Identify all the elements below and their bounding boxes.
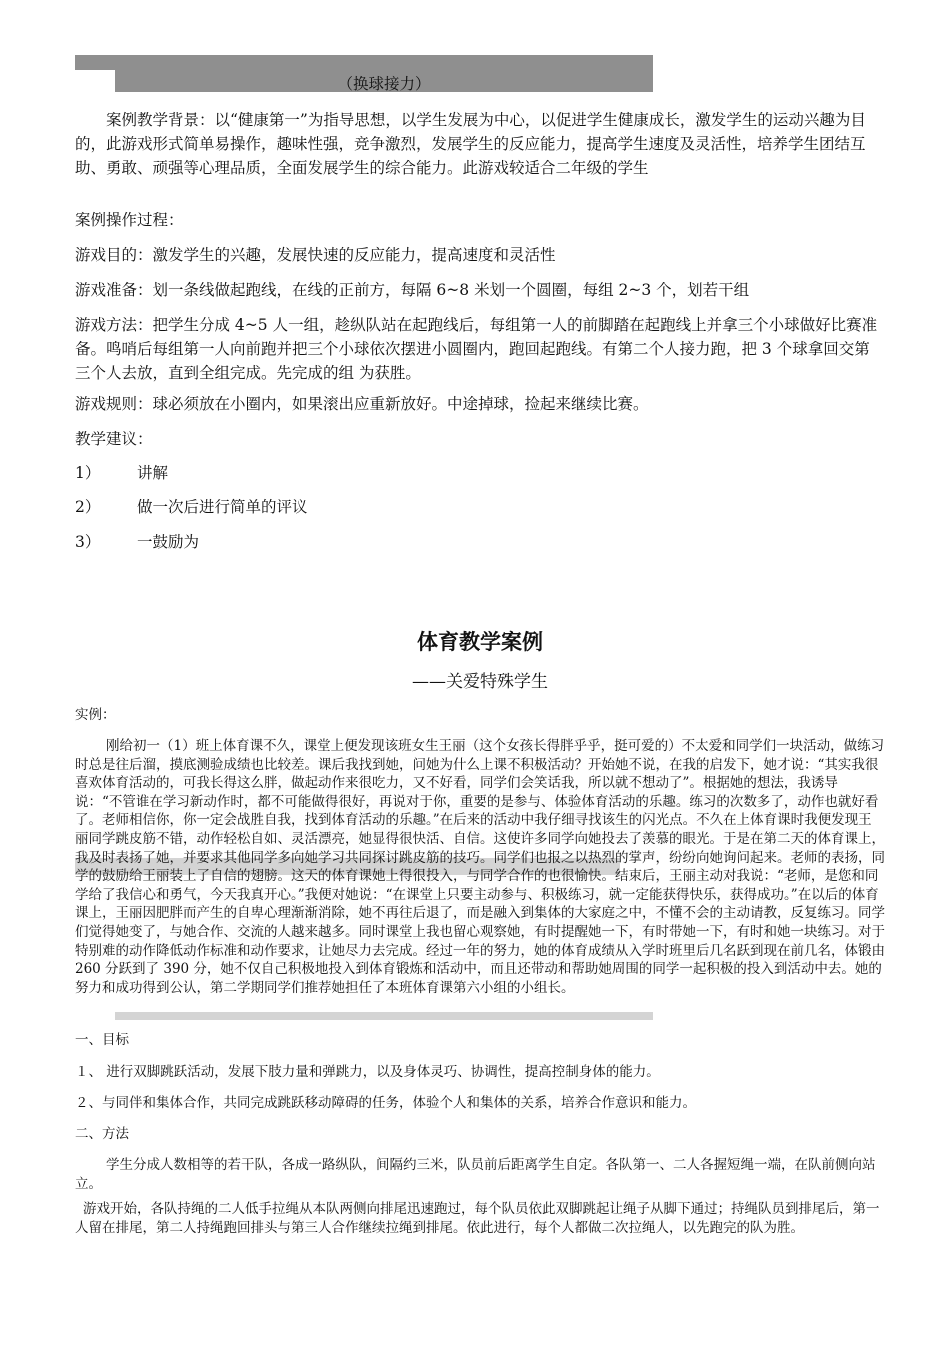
game-prep: 游戏准备：划一条线做起跑线，在线的正前方，每隔 6~8 米划一个圆圈，每组 2~3 个，划若干组 — [75, 281, 750, 299]
game-rules: 游戏规则：球必须放在小圈内，如果滚出应重新放好。中途掉球，捡起来继续比赛。 — [75, 395, 649, 413]
game-goal: 游戏目的：激发学生的兴趣，发展快速的反应能力，提高速度和灵活性 — [75, 246, 556, 264]
goals-heading: 一、目标 — [75, 1032, 129, 1048]
advice-item — [75, 461, 885, 485]
advice-number: 2） — [75, 498, 101, 516]
advice-item — [75, 530, 885, 554]
section2-subtitle: ——关爱特殊学生 — [412, 672, 548, 692]
background-paragraph: 案例教学背景：以“健康第一”为指导思想，以学生发展为中心，以促进学生健康成长，激发学生的运动兴趣为目的，此游戏形式简单易操作，趣味性强，竞争激烈，发展学生的反应能力，提高学生速度及灵活性，培养学生团结互助、勇敢、顽强等心理品质，全面发展学生的综合能力。此游戏较适合二年级的学生 — [75, 111, 866, 177]
method-paragraph-1: 学生分成人数相等的若干队，各成一路纵队，间隔约三米，队员前后距离学生自定。各队第一、二人各握短绳一端，在队前侧向站立。 — [75, 1157, 876, 1192]
advice-number: 3） — [75, 533, 101, 551]
game-method: 游戏方法：把学生分成 4~5 人一组，趁纵队站在起跑线后，每组第一人的前脚踏在起跑线上并拿三个小球做好比赛准备。鸣哨后每组第一人向前跑并把三个小球依次摆进小圆圈内，跑回起跑线。有第二个人接力跑，把 3 个球拿回交第三个人去放，直到全组完成。先完成的组 为获胜。 — [75, 316, 878, 382]
method-heading: 二、方法 — [75, 1126, 129, 1142]
example-label: 实例： — [75, 707, 116, 723]
advice-text: 一鼓励为 — [137, 533, 200, 551]
story-paragraph: 刚给初一（1）班上体育课不久，课堂上便发现该班女生王丽（这个女孩长得胖乎乎，挺可爱的）不太爱和同学们一块活动，做练习时总是往后溜，摸底测验成绩也比较差。课后我找到她，问她为什么上课不积极活动？开始她不说，在我的启发下，她才说：“其实我很喜欢体育活动的，可我长得这么胖，做起动作来很吃力，又不好看，同学们会笑话我，所以就不想动了”。根据她的想法，我诱导说：“不管谁在学习新动作时，都不可能做得很好，再说对于你，重要的是参与、体验体育活动的乐趣。练习的次数多了，动作也就好看了。老师相信你，你一定会战胜自我，找到体育活动的乐趣。”在后来的活动中我仔细寻找该生的闪光点。不久在上体育课时我便发现王丽同学跳皮筋不错，动作轻松自如、灵活漂亮，她显得很快活、自信。这使许多同学向她投去了羡慕的眼光。于是在第二天的体育课上，我及时表扬了她，并要求其他同学多向她学习共同探讨跳皮筋的技巧。同学们也报之以热烈的掌声，纷纷向她询问起来。老师的表扬，同学的鼓励给王丽装上了自信的翅膀。这天的体育课她上得很投入，与同学合作的也很愉快。结束后，王丽主动对我说：“老师，是您和同学给了我信心和勇气，今天我真开心。”我便对她说：“在课堂上只要主动参与、积极练习，就一定能获得快乐，获得成功。”在以后的体育课上，王丽因肥胖而产生的自卑心理渐渐消除，她不再往后退了，而是融入到集体的大家庭之中，不懂不会的主动请教，反复练习。同学们觉得她变了，与她合作、交流的人越来越多。同时课堂上我也留心观察她，有时提醒她一下，有时带她一下，有时和她一块练习。对于特别难的动作降低动作标准和动作要求，让她尽力去完成。经过一年的努力，她的体育成绩从入学时班里后几名跃到现在前几名，体锻由 260 分跃到了 390 分，她不仅自己积极地投入到体育锻炼和活动中，而且还带动和帮助她周围的同学一起积极的投入到活动中去。她的努力和成功得到公认，第二学期同学们推荐她担任了本班体育课第六小组的小组长。 — [75, 738, 885, 996]
goal-item-2: ２、与同伴和集体合作，共同完成跳跃移动障碍的任务，体验个人和集体的关系，培养合作意识和能力。 — [75, 1095, 696, 1111]
advice-text: 讲解 — [137, 464, 169, 482]
section2-title: 体育教学案例 — [417, 630, 543, 654]
advice-number: 1） — [75, 464, 101, 482]
header-bar-top — [75, 55, 653, 70]
method-paragraph-2: 游戏开始，各队持绳的二人低手拉绳从本队两侧向排尾迅速跑过，每个队员依此双脚跳起让绳子从脚下通过；持绳队员到排尾后，第一人留在排尾，第二人持绳跑回排头与第三人合作继续拉绳到排尾。依此进行，每个人都做二次拉绳人，以先跑完的队为胜。 — [75, 1201, 880, 1236]
process-heading: 案例操作过程： — [75, 211, 184, 229]
advice-heading: 教学建议： — [75, 430, 153, 448]
advice-text: 做一次后进行简单的评议 — [137, 498, 308, 516]
highlight-band — [115, 1012, 653, 1020]
advice-item — [75, 495, 885, 519]
goal-item-1: １、 进行双脚跳跃活动，发展下肢力量和弹跳力，以及身体灵巧、协调性，提高控制身体的能力。 — [75, 1064, 660, 1080]
section1-title: （换球接力） — [337, 75, 431, 93]
